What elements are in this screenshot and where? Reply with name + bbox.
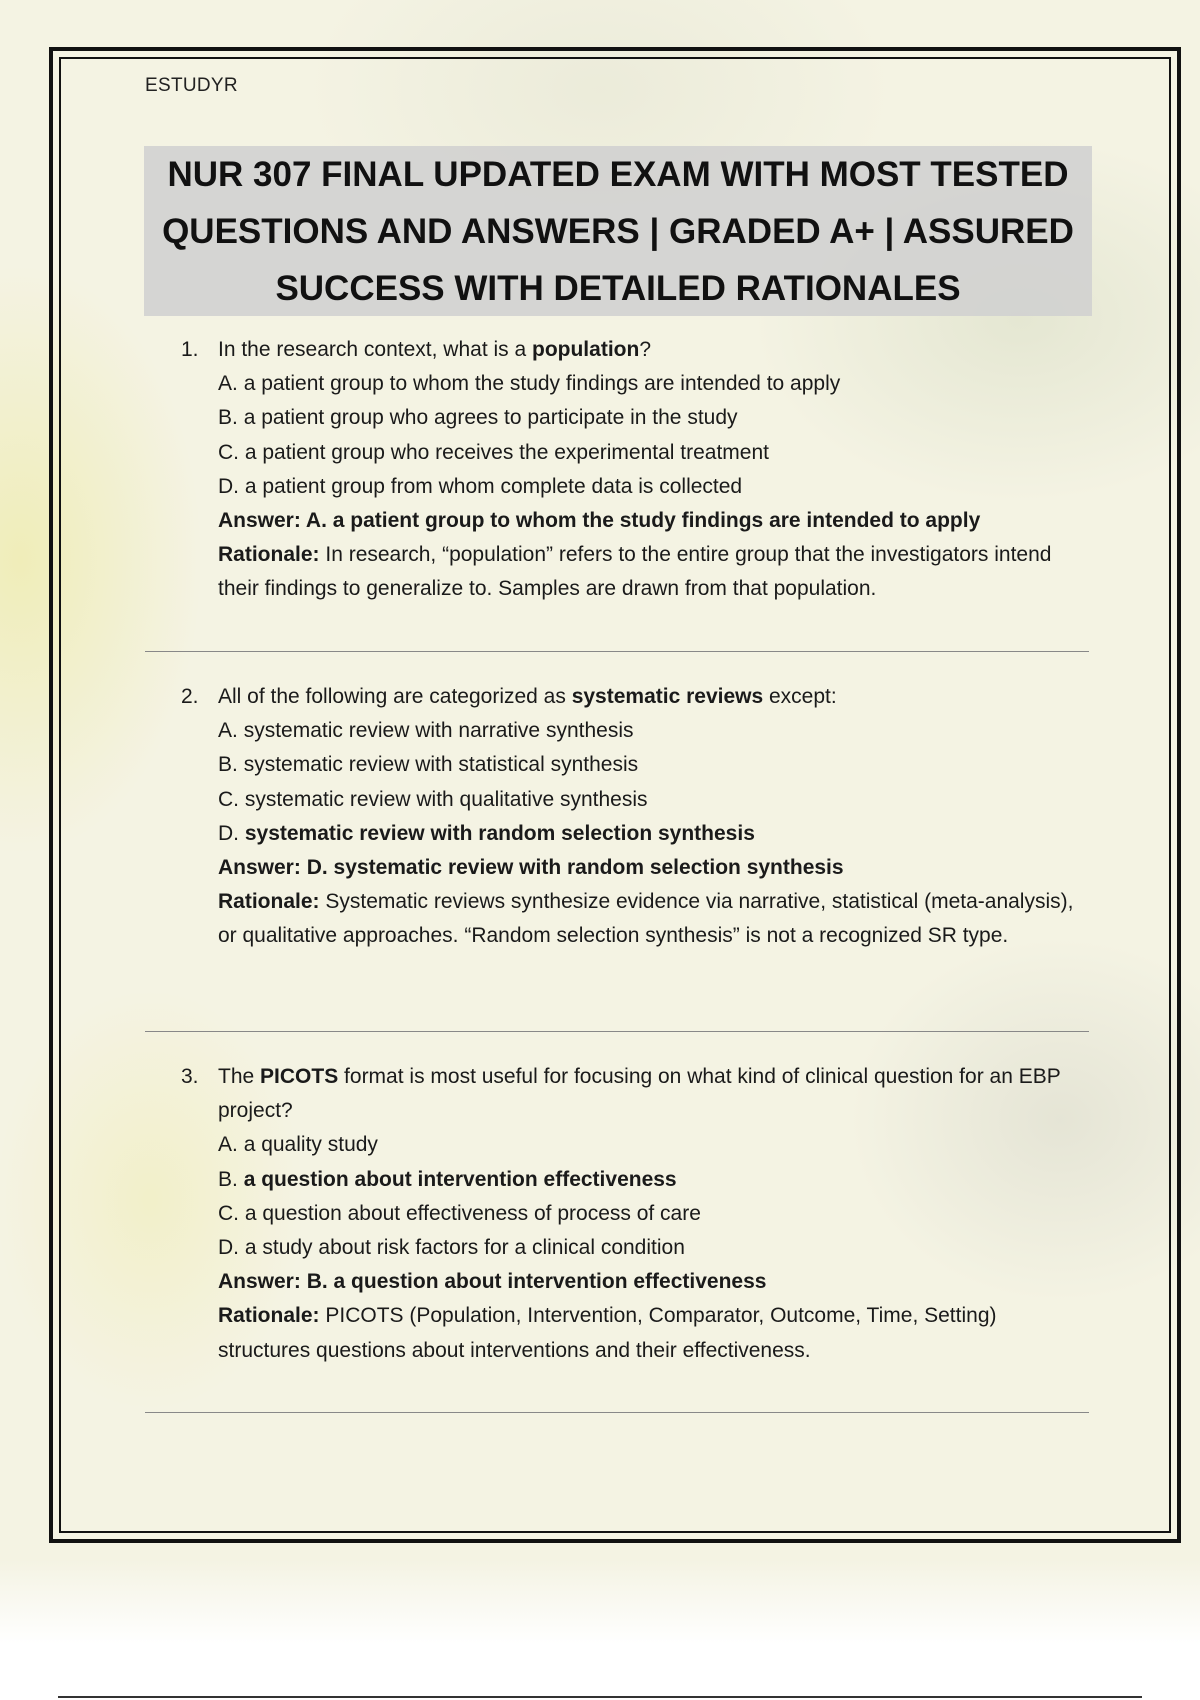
option-letter: B. (218, 406, 244, 430)
answer-label: Answer: (218, 856, 301, 880)
option-text: systematic review with narrative synthesis (243, 719, 634, 743)
question-divider (145, 651, 1089, 652)
rationale-label: Rationale: (218, 1304, 320, 1328)
question-3 (181, 1060, 1091, 1368)
question-2-stem (181, 680, 1091, 714)
option-letter: C. (218, 787, 245, 811)
option-d (181, 1231, 1091, 1265)
stem-text-end: ? (639, 338, 651, 361)
stem-text-end: format is most useful for focusing on what kind of clinical question for an EBP project? (218, 1065, 1061, 1123)
rationale (181, 885, 1091, 953)
option-text: systematic review with statistical synthesis (243, 753, 639, 777)
option-text: a patient group who receives the experimental treatment (244, 440, 769, 464)
option-c (181, 1197, 1091, 1231)
option-letter: B. (218, 753, 244, 777)
option-text: a patient group to whom the study findings are intended to apply (243, 372, 841, 396)
footer-rule (58, 1696, 1142, 1698)
option-letter: D. (218, 474, 245, 498)
stem-text: The (218, 1065, 261, 1088)
option-c (181, 436, 1091, 470)
answer-text: A. a patient group to whom the study findings are intended to apply (305, 509, 981, 533)
answer-label: Answer: (218, 1270, 301, 1294)
option-text: systematic review with random selection synthesis (244, 821, 755, 845)
question-2 (181, 680, 1091, 954)
option-d (181, 470, 1091, 504)
question-number: 3. (181, 1065, 199, 1088)
question-divider (145, 1031, 1089, 1032)
rationale-text: In research, “population” refers to the entire group that the investigators intend their findings to generalize to. Samples are drawn from that population. (218, 543, 1052, 601)
brand-label: ESTUDYR (145, 75, 238, 96)
answer-line (181, 1265, 1091, 1299)
rationale-label: Rationale: (218, 543, 320, 567)
option-letter: D. (218, 1236, 245, 1260)
stem-text-end: except: (763, 685, 837, 708)
option-text: a study about risk factors for a clinical condition (244, 1236, 685, 1260)
option-text: a quality study (243, 1133, 378, 1157)
option-text: a question about effectiveness of process of care (244, 1201, 701, 1225)
rationale (181, 538, 1091, 606)
question-number: 2. (181, 685, 199, 708)
title-banner (144, 146, 1092, 316)
stem-text: In the research context, what is a (218, 338, 532, 361)
option-letter: C. (218, 440, 245, 464)
option-text: a patient group who agrees to participate in the study (243, 406, 738, 430)
option-letter: A. (218, 1133, 244, 1157)
rationale-text: Systematic reviews synthesize evidence via narrative, statistical (meta-analysis), or qualitative approaches. “Random selection synthesis” is not a recognized SR type. (218, 890, 1074, 948)
option-letter: D. (218, 821, 245, 845)
option-letter: B. (218, 1167, 244, 1191)
answer-line (181, 504, 1091, 538)
option-b (181, 748, 1091, 782)
option-letter: C. (218, 1201, 245, 1225)
question-3-stem (181, 1060, 1091, 1128)
option-text: a question about intervention effectiveness (243, 1167, 677, 1191)
question-1-stem (181, 333, 1091, 367)
option-a (181, 367, 1091, 401)
answer-line (181, 851, 1091, 885)
option-letter: A. (218, 372, 244, 396)
stem-keyword: systematic reviews (571, 685, 764, 708)
option-a (181, 714, 1091, 748)
answer-text: D. systematic review with random selection synthesis (306, 856, 844, 880)
option-c (181, 783, 1091, 817)
stem-keyword: population (532, 338, 640, 361)
option-a (181, 1128, 1091, 1162)
document-title: NUR 307 FINAL UPDATED EXAM WITH MOST TESTED QUESTIONS AND ANSWERS | GRADED A+ | ASSURED SUCCESS WITH DETAILED RATIONALES (162, 154, 1074, 308)
option-b (181, 1163, 1091, 1197)
stem-text: All of the following are categorized as (218, 685, 572, 708)
option-letter: A. (218, 719, 244, 743)
question-divider (145, 1412, 1089, 1413)
option-text: systematic review with qualitative synthesis (244, 787, 648, 811)
answer-label: Answer: (218, 509, 301, 533)
rationale-label: Rationale: (218, 890, 320, 914)
question-1 (181, 333, 1091, 607)
answer-text: B. a question about intervention effectiveness (306, 1270, 767, 1294)
question-number: 1. (181, 338, 199, 361)
stem-keyword: PICOTS (260, 1065, 339, 1088)
option-text: a patient group from whom complete data is collected (244, 474, 743, 498)
option-d (181, 817, 1091, 851)
page-bottom-margin (0, 1560, 1200, 1700)
option-b (181, 401, 1091, 435)
rationale (181, 1299, 1091, 1367)
rationale-text: PICOTS (Population, Intervention, Comparator, Outcome, Time, Setting) structures questions about interventions and their effectiveness. (218, 1304, 997, 1362)
